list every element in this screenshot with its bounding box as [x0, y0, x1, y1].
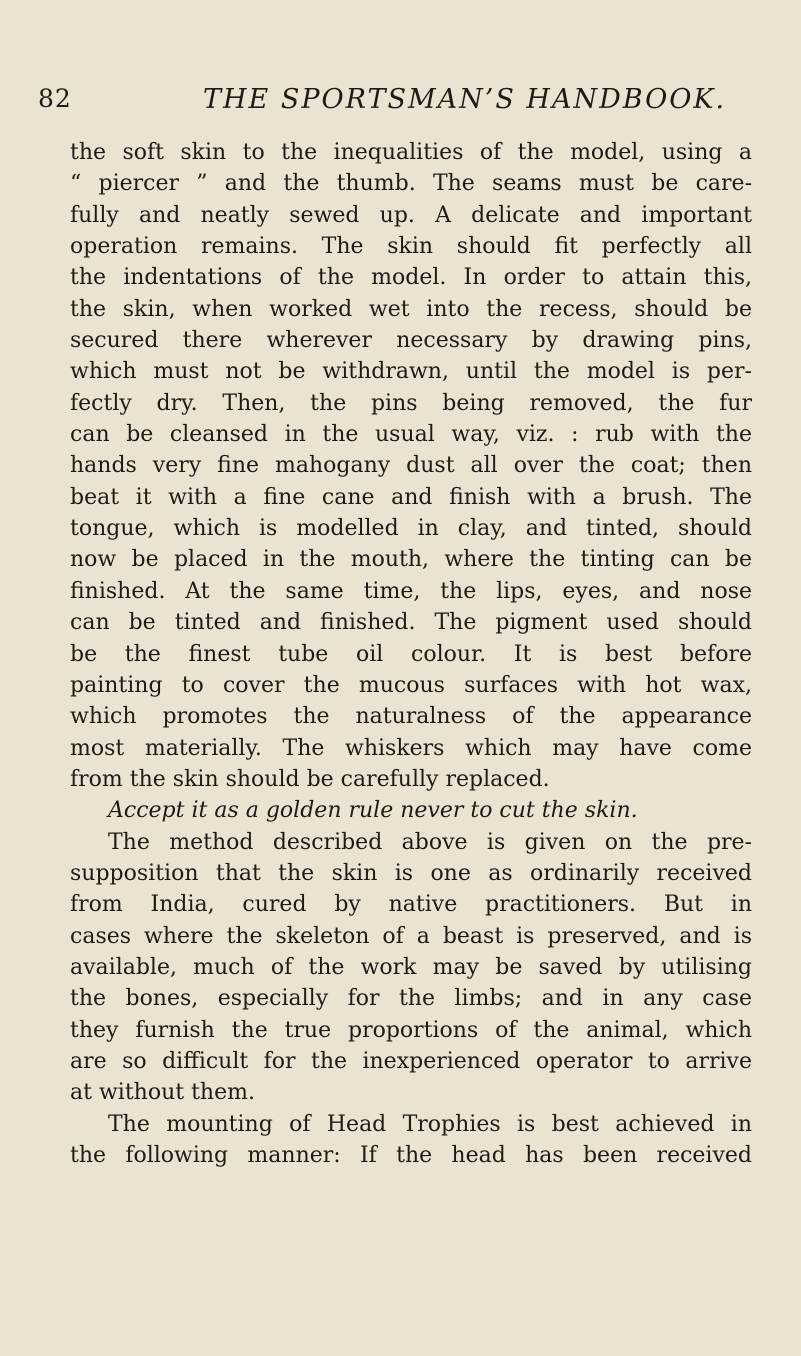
page-header — [38, 84, 758, 124]
text-line: the soft skin to the inequalities of the model, using a — [70, 140, 752, 165]
text-line: operation remains. The skin should fit perfectly all — [70, 234, 752, 260]
text-line: secured there wherever necessary by drawing pins, — [70, 328, 752, 354]
text-line: cases where the skeleton of a beast is preserved, and is — [70, 923, 752, 949]
text-line: can be tinted and finished. The pigment used should — [70, 610, 752, 636]
text-line: they furnish the true proportions of the animal, which — [70, 1017, 752, 1043]
text-line: “ piercer ” and the thumb. The seams must be care- — [70, 171, 752, 197]
text-line: supposition that the skin is one as ordinarily received — [70, 860, 752, 886]
text-line: finished. At the same time, the lips, eyes, and nose — [70, 578, 752, 604]
text-line: the skin, when worked wet into the recess, should be — [70, 296, 752, 322]
text-line: tongue, which is modelled in clay, and tinted, should — [70, 516, 752, 542]
text-line: hands very fine mahogany dust all over the coat; then — [70, 453, 752, 479]
text-line: most materially. The whiskers which may have come — [70, 735, 752, 761]
text-line: from India, cured by native practitioners. But in — [70, 892, 752, 918]
paragraph-start-line: The mounting of Head Trophies is best achieved in — [108, 1111, 752, 1137]
text-line: the indentations of the model. In order to attain this, — [70, 265, 752, 291]
text-line: the following manner: If the head has been received — [70, 1143, 752, 1168]
text-line: the bones, especially for the limbs; and in any case — [70, 986, 752, 1012]
text-line: are so difficult for the inexperienced operator to arrive — [70, 1048, 752, 1074]
text-line: from the skin should be carefully replaced. — [70, 766, 550, 792]
text-line: be the finest tube oil colour. It is best before — [70, 641, 752, 667]
text-line: can be cleansed in the usual way, viz. : rub with the — [70, 422, 752, 448]
text-line: beat it with a fine cane and finish with a brush. The — [70, 484, 752, 510]
running-title: THE SPORTSMAN’S HANDBOOK. — [203, 84, 727, 115]
text-line: which must not be withdrawn, until the model is per- — [70, 359, 752, 385]
body-text — [70, 137, 752, 1171]
paragraph-start-line: The method described above is given on the pre- — [108, 829, 752, 855]
text-line: fectly dry. Then, the pins being removed, the fur — [70, 390, 752, 416]
text-line: which promotes the naturalness of the appearance — [70, 704, 752, 730]
text-line: at without them. — [70, 1080, 255, 1106]
text-line: now be placed in the mouth, where the tinting can be — [70, 547, 752, 573]
text-line: available, much of the work may be saved by utilising — [70, 954, 752, 980]
page-number: 82 — [38, 84, 72, 113]
text-line: painting to cover the mucous surfaces with hot wax, — [70, 672, 752, 698]
italic-rule-line: Accept it as a golden rule never to cut the skin. — [108, 798, 638, 824]
text-line: fully and neatly sewed up. A delicate and important — [70, 202, 752, 228]
